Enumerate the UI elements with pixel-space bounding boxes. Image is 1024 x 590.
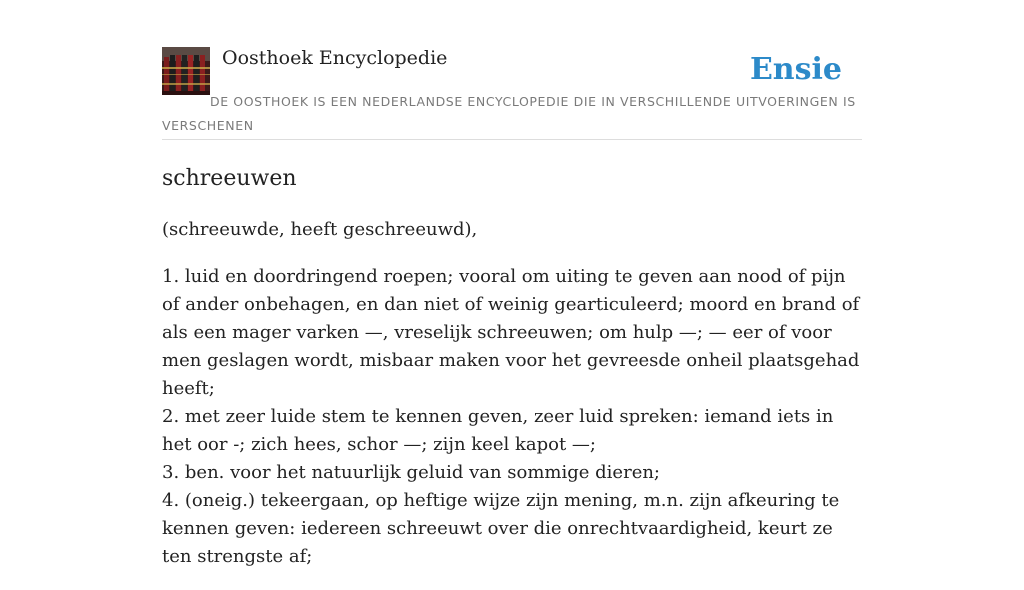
brand-logo[interactable]: Ensie	[749, 52, 842, 87]
definition-item: 1. luid en doordringend roepen; vooral om uiting te geven aan nood of pijn of ander onbehagen, en dan niet of weinig gearticuleerd; moord en brand of als een mager varken —, vreselijk schreeuwen; om hulp —; — eer of voor men geslagen wordt, misbaar maken voor het gevreesde onheil plaatsgehad heeft;	[162, 266, 860, 399]
site-title[interactable]: Oosthoek Encyclopedie	[222, 47, 448, 69]
entry-grammar: (schreeuwde, heeft geschreeuwd),	[162, 219, 478, 240]
definition-item: 2. met zeer luide stem te kennen geven, zeer luid spreken: iemand iets in het oor -; zich hees, schor —; zijn keel kapot —;	[162, 406, 834, 455]
header-divider	[162, 139, 862, 140]
encyclopedia-books-icon	[162, 47, 210, 95]
entry-content	[162, 216, 864, 590]
entry-definitions	[162, 263, 864, 571]
entry-title: schreeuwen	[162, 166, 297, 191]
avatar[interactable]	[162, 47, 210, 95]
definition-item: 4. (oneig.) tekeergaan, op heftige wijze zijn mening, m.n. zijn afkeuring te kennen geven: iedereen schreeuwt over die onrechtvaardigheid, keurt ze ten strengste af;	[162, 490, 840, 567]
site-tagline: DE OOSTHOEK IS EEN NEDERLANDSE ENCYCLOPEDIE DIE IN VERSCHILLENDE UITVOERINGEN IS VERSCHENEN	[162, 94, 856, 133]
definition-item: 3. ben. voor het natuurlijk geluid van sommige dieren;	[162, 462, 660, 483]
